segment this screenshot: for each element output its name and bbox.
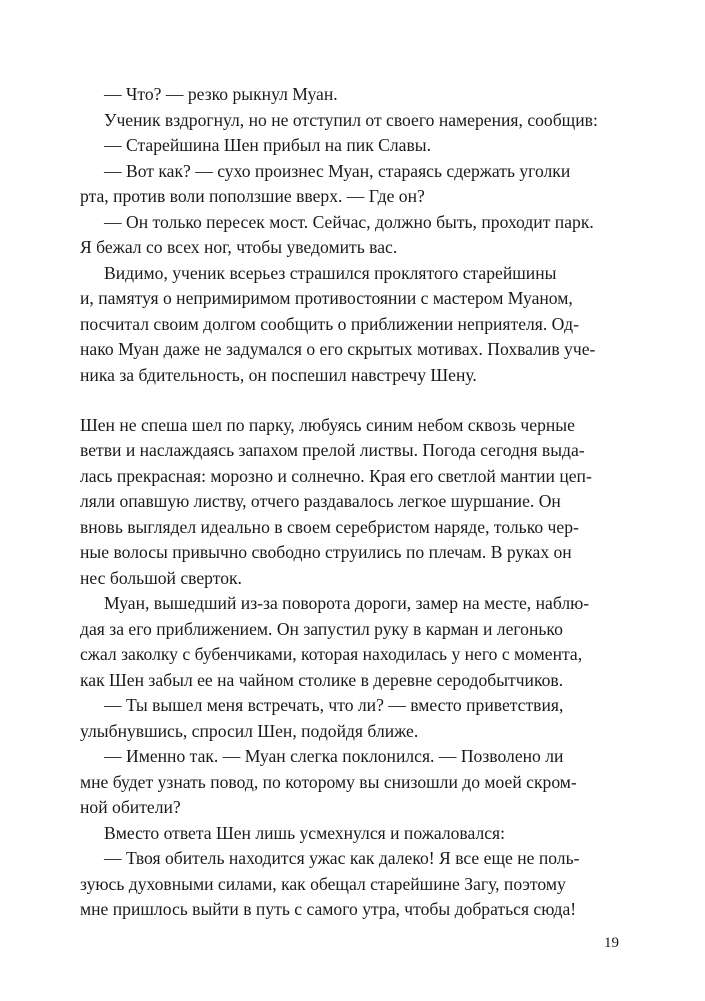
text-line: сжал заколку с бубенчиками, которая находилась у него с момента, bbox=[80, 644, 583, 664]
text-line: как Шен забыл ее на чайном столике в деревне серодобытчиков. bbox=[80, 670, 564, 690]
text-line: посчитал своим долгом сообщить о приближении неприятеля. Од- bbox=[80, 314, 579, 334]
text-line: ные волосы привычно свободно струились по плечам. В руках он bbox=[80, 542, 572, 562]
text-line: ника за бдительность, он поспешил навстречу Шену. bbox=[80, 365, 477, 385]
text-line: — Именно так. — Муан слегка поклонился. — Позволено ли bbox=[104, 746, 564, 766]
text-line: Муан, вышедший из-за поворота дороги, замер на месте, наблю- bbox=[104, 593, 590, 613]
text-line: — Твоя обитель находится ужас как далеко! Я все еще не поль- bbox=[104, 848, 580, 868]
text-line: рта, против воли поползшие вверх. — Где он? bbox=[80, 186, 425, 206]
text-line: — Вот как? — сухо произнес Муан, стараясь сдержать уголки bbox=[104, 161, 571, 181]
text-line: Ученик вздрогнул, но не отступил от своего намерения, сообщив: bbox=[104, 110, 598, 130]
text-line: — Он только пересек мост. Сейчас, должно быть, проходит парк. bbox=[104, 212, 594, 232]
text-line: мне будет узнать повод, по которому вы снизошли до моей скром- bbox=[80, 772, 577, 792]
text-line: и, памятуя о непримиримом противостоянии с мастером Муаном, bbox=[80, 288, 573, 308]
page-number: 19 bbox=[604, 935, 619, 951]
text-line: нес большой сверток. bbox=[80, 568, 242, 588]
text-line: Шен не спеша шел по парку, любуясь синим небом сквозь черные bbox=[80, 415, 575, 435]
text-line: — Что? — резко рыкнул Муан. bbox=[104, 84, 338, 104]
text-line: ветви и наслаждаясь запахом прелой листвы. Погода сегодня выда- bbox=[80, 440, 585, 460]
text-line: — Ты вышел меня встречать, что ли? — вместо приветствия, bbox=[104, 695, 564, 715]
text-line: дая за его приближением. Он запустил руку в карман и легонько bbox=[80, 619, 563, 639]
text-line: — Старейшина Шен прибыл на пик Славы. bbox=[104, 135, 432, 155]
text-line: ной обители? bbox=[80, 797, 181, 817]
text-line: Видимо, ученик всерьез страшился проклятого старейшины bbox=[104, 263, 557, 283]
text-line: зуюсь духовными силами, как обещал старейшине Загу, поэтому bbox=[80, 874, 566, 894]
text-line: Вместо ответа Шен лишь усмехнулся и пожаловался: bbox=[104, 823, 506, 843]
text-line: улыбнувшись, спросил Шен, подойдя ближе. bbox=[80, 721, 419, 741]
text-line: лась прекрасная: морозно и солнечно. Края его светлой мантии цеп- bbox=[80, 466, 592, 486]
text-line: мне пришлось выйти в путь с самого утра, чтобы добраться сюда! bbox=[80, 899, 577, 919]
text-line: нако Муан даже не задумался о его скрытых мотивах. Похвалив уче- bbox=[80, 339, 596, 359]
text-line: вновь выглядел идеально в своем серебристом наряде, только чер- bbox=[80, 517, 579, 537]
text-line: ляли опавшую листву, отчего раздавалось легкое шуршание. Он bbox=[80, 491, 561, 511]
text-line: Я бежал со всех ног, чтобы уведомить вас. bbox=[80, 237, 398, 257]
